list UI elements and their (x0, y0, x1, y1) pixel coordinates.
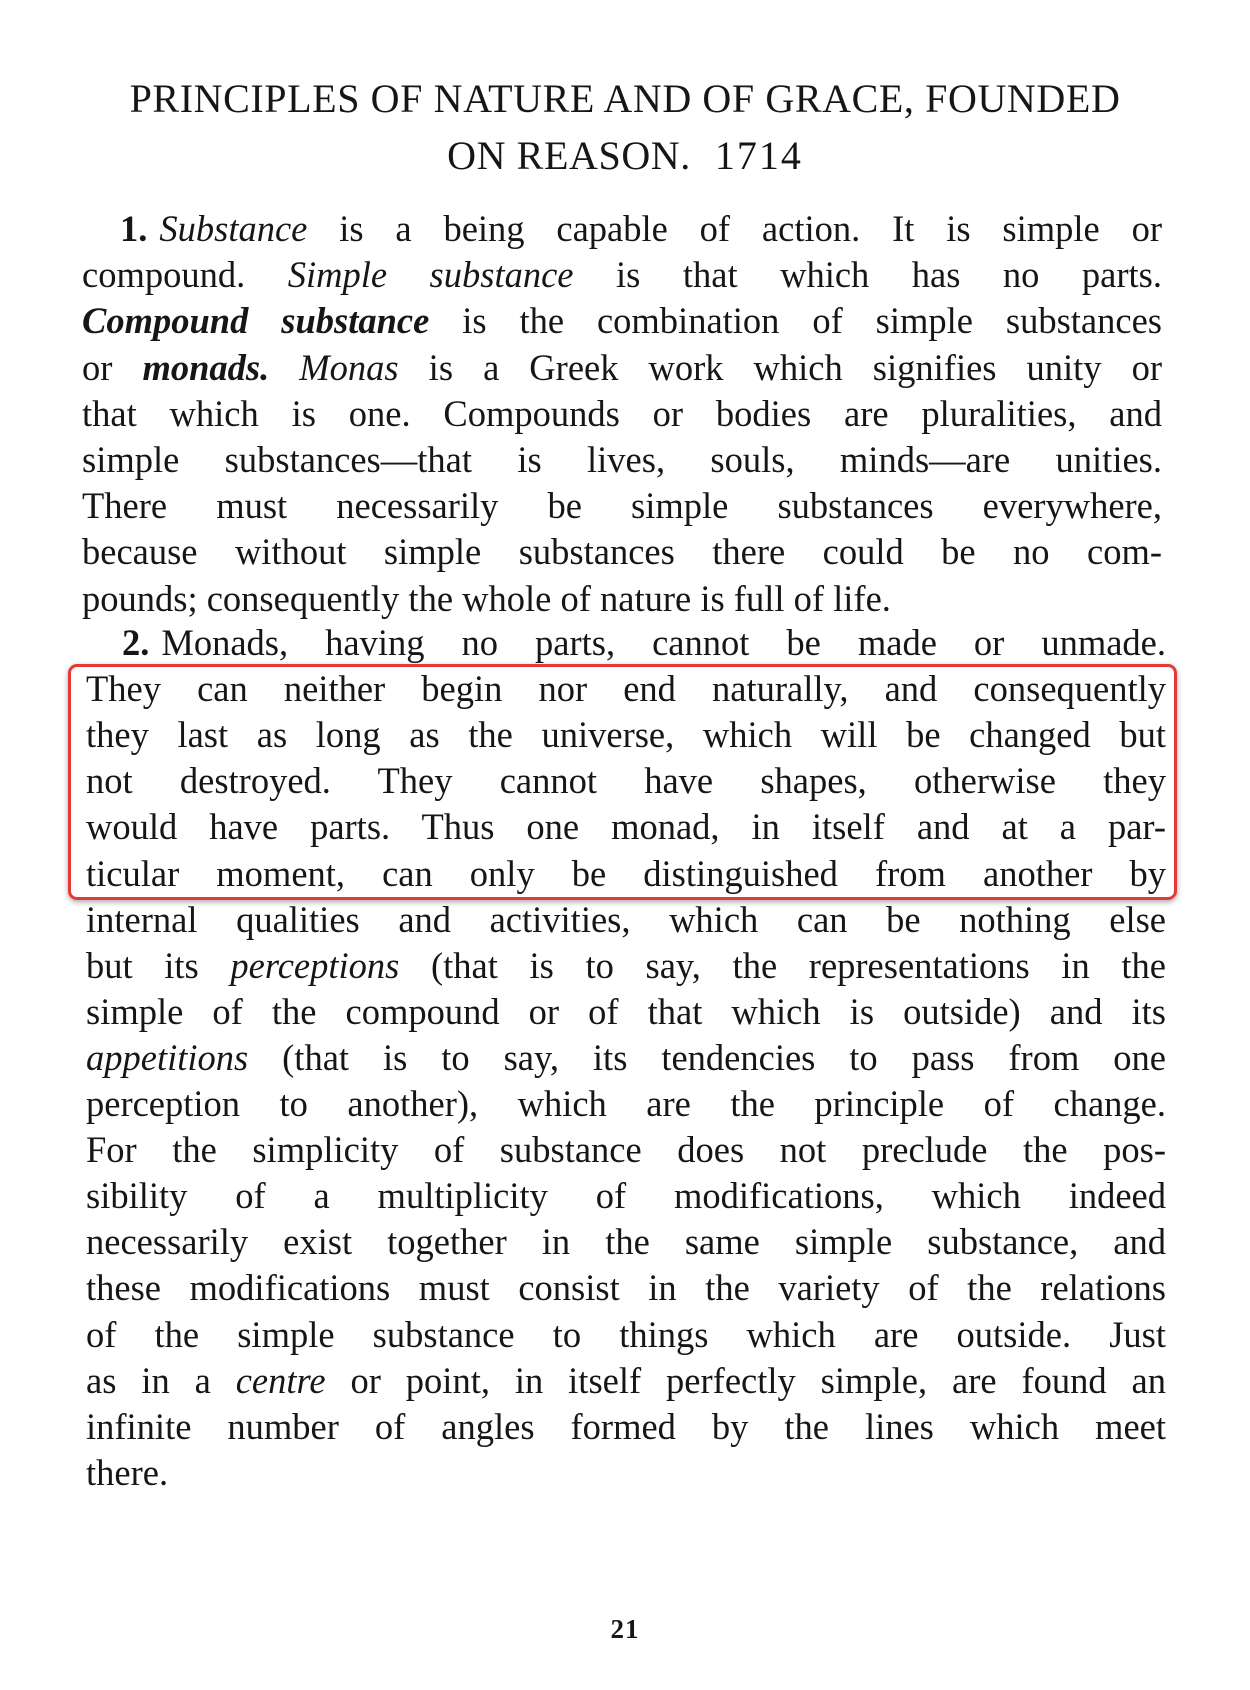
text-line: For the simplicity of substance does not preclude the pos- (86, 1129, 1166, 1171)
page-number: 21 (610, 1614, 640, 1644)
text-line: There must necessarily be simple substances everywhere, (82, 485, 1162, 527)
text-line: 1. Substance is a being capable of action. It is simple or (120, 208, 1162, 249)
emphasized-term: Simple substance (287, 254, 574, 296)
text-line: because without simple substances there could be no com- (82, 531, 1162, 573)
text-line: there. (86, 1451, 169, 1493)
text-line: Compound substance is the combination of simple substances (82, 300, 1162, 342)
text-line: infinite number of angles formed by the lines which meet (86, 1405, 1166, 1447)
paragraph-number: 1. (120, 208, 148, 249)
text-line: 2. Monads, having no parts, cannot be made or unmade. (122, 622, 1166, 663)
text-line: they last as long as the universe, which will be changed but (86, 714, 1166, 756)
text-line: these modifications must consist in the variety of the relations (86, 1267, 1166, 1309)
text-line: simple substances—that is lives, souls, minds—are unities. (82, 439, 1162, 480)
text-line: not destroyed. They cannot have shapes, otherwise they (86, 760, 1166, 802)
text-line: that which is one. Compounds or bodies are pluralities, and (82, 392, 1162, 434)
emphasized-term: Monas (299, 346, 399, 388)
text-line: as in a centre or point, in itself perfectly simple, are found an (86, 1359, 1166, 1401)
emphasized-term: monads. (142, 346, 270, 388)
text-line: necessarily exist together in the same simple substance, and (86, 1221, 1166, 1263)
text-line: compound. Simple substance is that which has no parts. (82, 254, 1163, 296)
text-line: internal qualities and activities, which can be nothing else (86, 898, 1166, 940)
emphasized-term: appetitions (86, 1036, 249, 1078)
text-line: sibility of a multiplicity of modifications, which indeed (86, 1175, 1166, 1217)
emphasized-term: centre (235, 1359, 326, 1401)
emphasized-term: perceptions (230, 944, 400, 986)
paragraph-number: 2. (122, 622, 150, 663)
title-main: ON REASON. (447, 133, 691, 178)
text-line: of the simple substance to things which are outside. Just (86, 1313, 1166, 1355)
text-line: but its perceptions (that is to say, the representations in the (86, 944, 1166, 986)
text-line: They can neither begin nor end naturally, and consequently (86, 668, 1166, 710)
emphasized-term: Substance (159, 208, 308, 249)
page-title-line-1: PRINCIPLES OF NATURE AND OF GRACE, FOUNDED (129, 76, 1121, 121)
text-line: ticular moment, can only be distinguished from another by (86, 852, 1166, 894)
text-line: pounds; consequently the whole of nature is full of life. (82, 577, 891, 619)
text-line: simple of the compound or of that which is outside) and its (86, 990, 1166, 1032)
highlight-box (68, 664, 1177, 900)
text-line: appetitions (that is to say, its tendencies to pass from one (86, 1036, 1166, 1078)
text-line: or monads. Monas is a Greek work which signifies unity or (82, 346, 1163, 388)
title-year: 1714 (714, 133, 803, 178)
page-title-line-2 (60, 131, 1190, 180)
text-line: perception to another), which are the principle of change. (86, 1083, 1166, 1124)
text-line: would have parts. Thus one monad, in itself and at a par- (86, 806, 1166, 848)
emphasized-term: Compound substance (82, 300, 430, 342)
